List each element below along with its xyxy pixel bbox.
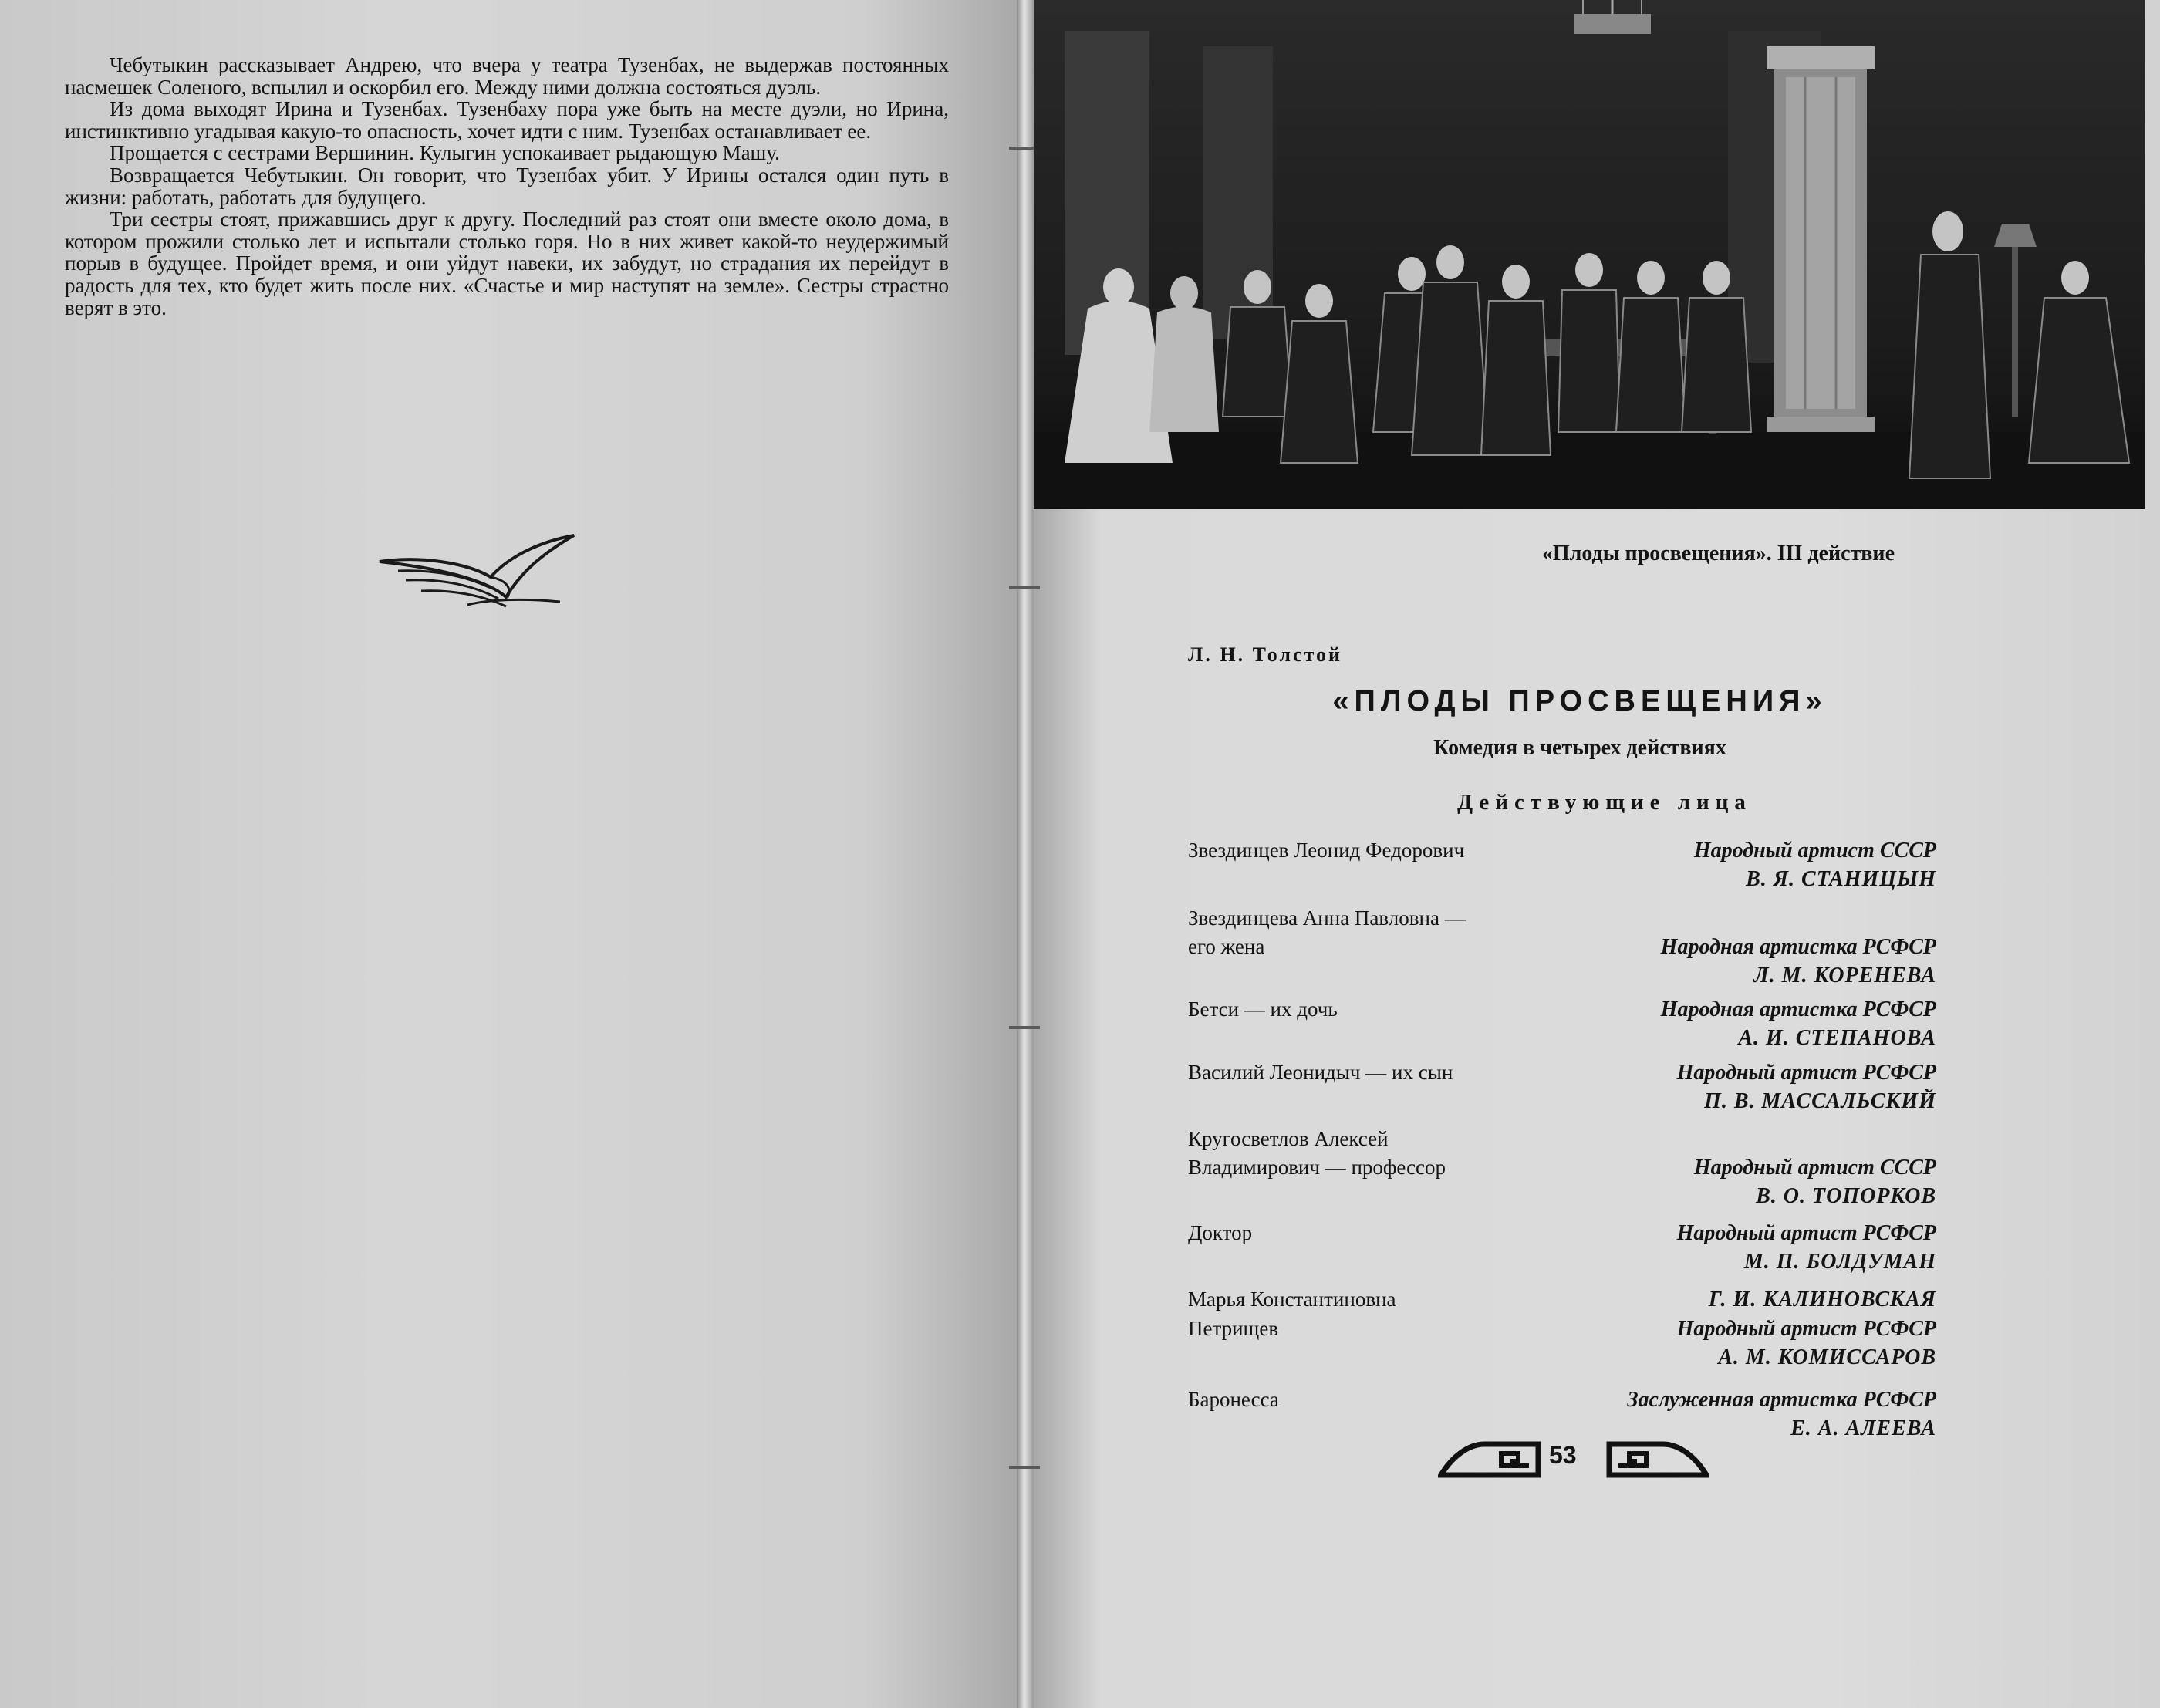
page-number-block bbox=[1435, 1436, 1713, 1481]
greek-key-left-ornament-icon bbox=[1438, 1440, 1541, 1480]
actor-title: Народный артист СССР bbox=[1693, 839, 1936, 862]
stage-photo bbox=[1034, 0, 2145, 509]
actor-credit bbox=[1504, 1219, 1936, 1276]
greek-key-right-ornament-icon bbox=[1606, 1440, 1709, 1480]
actor-name: А. И. СТЕПАНОВА bbox=[1738, 1026, 1936, 1050]
role-line: Петрищев bbox=[1188, 1317, 1279, 1340]
stove-column bbox=[1767, 46, 1875, 435]
cast-entry bbox=[1188, 904, 1936, 994]
actor-name: Г. И. КАЛИНОВСКАЯ bbox=[1708, 1288, 1936, 1311]
actor-title: Народная артистка РСФСР bbox=[1660, 997, 1936, 1021]
role-line: Звездинцева Анна Павловна — bbox=[1188, 906, 1466, 930]
actor-credit bbox=[1504, 1315, 1936, 1372]
photo-caption: «Плоды просвещения». III действие bbox=[1541, 542, 1895, 565]
seagull-emblem-icon bbox=[375, 532, 579, 609]
actor-name: Л. М. КОРЕНЕВА bbox=[1753, 964, 1936, 987]
play-title: «ПЛОДЫ ПРОСВЕЩЕНИЯ» bbox=[1332, 685, 1828, 717]
actor-title: Народный артист СССР bbox=[1693, 1156, 1936, 1180]
actor-name: П. В. МАССАЛЬСКИЙ bbox=[1704, 1089, 1936, 1113]
spine-stitch bbox=[1009, 1466, 1040, 1469]
page-number: 53 bbox=[1549, 1441, 1577, 1469]
paragraph: Прощается с сестрами Вершинин. Кулыгин успокаивает рыдающую Машу. bbox=[110, 141, 780, 165]
cast-entry bbox=[1188, 1125, 1936, 1214]
actor-name: М. П. БОЛДУМАН bbox=[1743, 1250, 1936, 1274]
spine-stitch bbox=[1009, 586, 1040, 589]
cast-entry bbox=[1188, 836, 1936, 900]
actor-credit bbox=[1504, 1058, 1936, 1116]
author-name: Л. Н. Толстой bbox=[1188, 643, 1342, 666]
paragraph: Возвращается Чебутыкин. Он говорит, что Тузенбах убит. У Ирины остался один путь в жизни: работать, работать для будущего. bbox=[65, 163, 949, 209]
paragraph: Три сестры стоят, прижавшись друг к другу. Последний раз стоят они вместе около дома, в котором прожили столько лет и испытали столько горя. Но в них живет какой-то неудержимый порыв в будущее. Пройдет время, и они уйдут навеки, их забудут, но страдания их перейдут в радость для тех, кто будет жить после них. «Счастье и мир наступят на земле». Сестры страстно верят в это. bbox=[65, 208, 949, 319]
actor-name: А. М. КОМИССАРОВ bbox=[1718, 1345, 1936, 1369]
cast-entry bbox=[1188, 995, 1936, 1058]
cast-entry bbox=[1188, 1285, 1936, 1316]
actor-credit bbox=[1504, 933, 1936, 990]
actor-title: Народный артист РСФСР bbox=[1676, 1221, 1936, 1245]
cast-entry bbox=[1188, 1315, 1936, 1378]
role-line: Доктор bbox=[1188, 1221, 1253, 1244]
actor-name: Е. А. АЛЕЕВА bbox=[1790, 1416, 1936, 1440]
cast-entry bbox=[1188, 1219, 1936, 1281]
role-line: его жена bbox=[1188, 935, 1265, 958]
actor-name: В. О. ТОПОРКОВ bbox=[1756, 1184, 1936, 1208]
cast-list bbox=[1188, 836, 1936, 1440]
spine-stitch bbox=[1009, 1026, 1040, 1029]
play-subtitle: Комедия в четырех действиях bbox=[1433, 736, 1726, 760]
actor-credit bbox=[1504, 1386, 1936, 1443]
paragraph: Чебутыкин рассказывает Андрею, что вчера у театра Тузенбах, не выдержав постоянных насмешек Соленого, вспылил и оскорбил его. Между ними должна состояться дуэль. bbox=[65, 53, 949, 99]
cast-heading: Действующие лица bbox=[1457, 790, 1752, 815]
role-line: Владимирович — профессор bbox=[1188, 1156, 1446, 1179]
actor-credit bbox=[1504, 1285, 1936, 1314]
actor-title: Заслуженная артистка РСФСР bbox=[1627, 1388, 1936, 1412]
actor-credit bbox=[1504, 836, 1936, 893]
actor-title: Народный артист РСФСР bbox=[1676, 1061, 1936, 1085]
actor-title: Народная артистка РСФСР bbox=[1660, 935, 1936, 959]
role-line: Звездинцев Леонид Федорович bbox=[1188, 839, 1465, 862]
cast-entry bbox=[1188, 1058, 1936, 1122]
role-line: Бетси — их дочь bbox=[1188, 997, 1338, 1021]
book-spine bbox=[1017, 0, 1034, 1708]
actor-credit bbox=[1504, 995, 1936, 1052]
left-page-text bbox=[65, 54, 949, 319]
role-line: Баронесса bbox=[1188, 1388, 1279, 1411]
actor-name: В. Я. СТАНИЦЫН bbox=[1746, 867, 1936, 891]
actor-credit bbox=[1504, 1153, 1936, 1210]
role-line: Кругосветлов Алексей bbox=[1188, 1127, 1389, 1150]
paragraph: Из дома выходят Ирина и Тузенбах. Тузенбаху пора уже быть на месте дуэли, но Ирина, инстинктивно угадывая какую-то опасность, хочет идти с ним. Тузенбах останавливает ее. bbox=[65, 97, 949, 143]
role-line: Василий Леонидыч — их сын bbox=[1188, 1061, 1453, 1084]
actor-title: Народный артист РСФСР bbox=[1676, 1317, 1936, 1341]
role-line: Марья Константиновна bbox=[1188, 1288, 1396, 1311]
